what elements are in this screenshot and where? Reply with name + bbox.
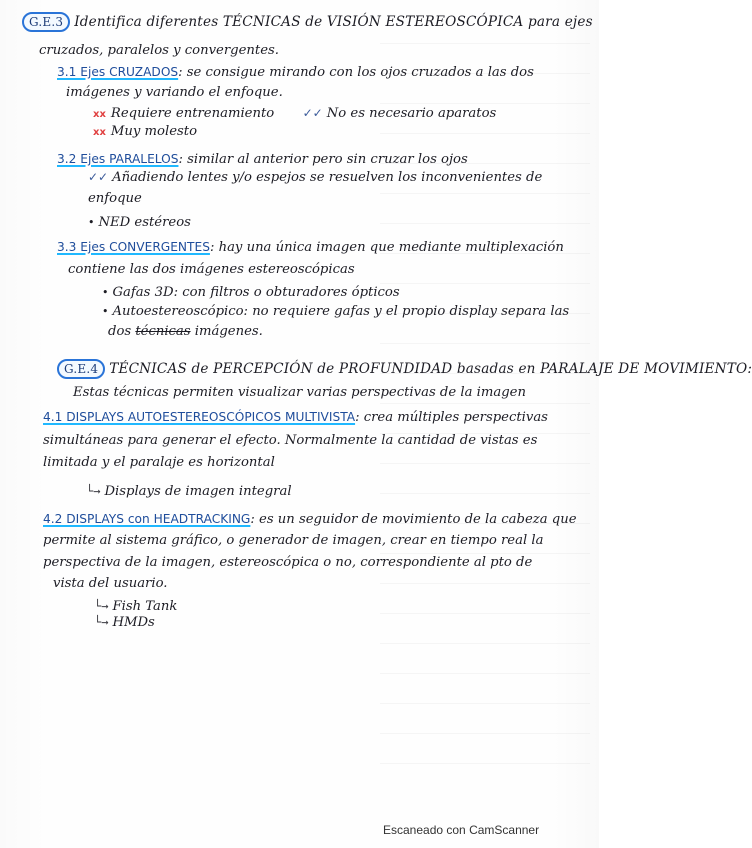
ge4-item-1-arrow-item: Displays de imagen integral [104,484,292,499]
section-ge3-heading-line-1 [22,12,593,32]
ge3-item-2-line-1 [57,153,468,166]
section-ge4-heading-line-1 [57,359,752,379]
section-ge3-heading-line-2: cruzados, paralelos y convergentes. [39,43,279,58]
ge3-item-3-bullet-2 [102,305,569,318]
ge3-item-1-line-1 [57,66,534,79]
ge4-item-2-arrow-row-1 [94,600,177,613]
ge3-item-3-line-5 [108,325,263,338]
ge3-item-3-text-1: : hay una única imagen que mediante multiplexación [209,240,564,255]
scan-watermark: Escaneado con CamScanner [383,823,540,837]
ge4-item-2-line-1 [43,513,577,526]
ge3-item-3-line-2: contiene las dos imágenes estereoscópicas [68,262,355,277]
ge3-item-1-note-3: Muy molesto [110,124,198,139]
ge3-item-1-note-row-2 [93,125,197,138]
ge4-item-1-line-3: limitada y el paralaje es horizontal [43,455,275,470]
ge4-item-1-line-2: simultáneas para generar el efecto. Normalmente la cantidad de vistas es [43,433,538,448]
ge4-item-2-line-2: permite al sistema gráfico, o generador de imagen, crear en tiempo real la [43,533,544,548]
ge4-item-2-text-1: : es un seguidor de movimiento de la cabeza que [250,512,577,527]
bleed-through-shadow [380,20,590,780]
ge3-item-2-line-2 [88,171,542,184]
section-ge4-code: G.E.4 [57,359,105,379]
ge4-item-1-subtitle: 4.1 DISPLAYS AUTOESTEREOSCÓPICOS MULTIVISTA [43,410,356,424]
checkmark-icon: ✓✓ [302,106,323,120]
ge3-item-1-note-2: No es necesario aparatos [326,106,497,121]
ge3-item-1-line-2: imágenes y variando el enfoque. [66,85,283,100]
cross-icon: xx [93,109,106,120]
ge3-item-3-line-1 [57,241,564,254]
ge4-item-1-text-1: : crea múltiples perspectivas [355,410,548,425]
bullet-dot-icon: • [102,286,109,299]
ge3-item-1-subtitle: 3.1 Ejes CRUZADOS [57,65,179,79]
checkmark-icon: ✓✓ [88,170,109,184]
ge3-item-3-text-3-prefix: dos [108,324,136,339]
section-ge3-code: G.E.3 [22,12,70,32]
right-arrow-icon: └→ [94,615,109,629]
ge4-item-2-line-3: perspectiva de la imagen, estereoscópica o no, correspondiente al pto de [43,555,533,570]
ge3-item-3-text-3-suffix: imágenes. [190,324,263,339]
ge3-item-1-note-1: Requiere entrenamiento [110,106,275,121]
section-ge4-intro: Estas técnicas permiten visualizar varias perspectivas de la imagen [73,385,526,400]
bullet-dot-icon: • [102,305,109,318]
cross-icon: xx [93,127,106,138]
ge4-item-1-arrow-row [86,485,292,498]
ge3-item-2-text-2: Añadiendo lentes y/o espejos se resuelven los inconvenientes de [112,170,543,185]
right-arrow-icon: └→ [94,599,109,613]
section-ge3-title-line-1: Identifica diferentes TÉCNICAS de VISIÓN ESTEREOSCÓPICA para ejes [74,14,593,30]
ge3-item-2-line-4 [88,216,191,229]
ge3-item-1-note-row-1 [93,107,496,120]
ge3-item-3-bullet-1 [102,286,400,299]
ge3-item-1-text-1: : se consigue mirando con los ojos cruzados a las dos [178,65,534,80]
ge3-item-3-subtitle: 3.3 Ejes CONVERGENTES [57,240,210,254]
ge3-item-2-text-1: : similar al anterior pero sin cruzar los ojos [178,152,468,167]
ge3-item-2-subtitle: 3.2 Ejes PARALELOS [57,152,179,166]
ge4-item-2-arrow-item-2: HMDs [112,615,155,630]
ge3-item-3-text-3-strike: técnicas [135,324,191,339]
ge3-item-3-bullet-2-text: Autoestereoscópico: no requiere gafas y el propio display separa las [112,304,570,319]
ge3-item-2-line-3: enfoque [88,191,142,206]
ge3-item-2-text-4: NED estéreos [98,215,191,230]
ge4-item-1-line-1 [43,411,548,424]
section-ge4-title-line-1: TÉCNICAS de PERCEPCIÓN de PROFUNDIDAD basadas en PARALAJE DE MOVIMIENTO: [109,361,752,377]
right-arrow-icon: └→ [86,484,101,498]
ge3-item-3-bullet-1-text: Gafas 3D: con filtros o obturadores ópticos [112,285,400,300]
ge4-item-2-arrow-row-2 [94,616,155,629]
ge4-item-2-line-4: vista del usuario. [53,576,168,591]
ge4-item-2-arrow-item-1: Fish Tank [112,599,178,614]
ge4-item-2-subtitle: 4.2 DISPLAYS con HEADTRACKING [43,512,251,526]
bullet-dot-icon: • [88,216,95,229]
